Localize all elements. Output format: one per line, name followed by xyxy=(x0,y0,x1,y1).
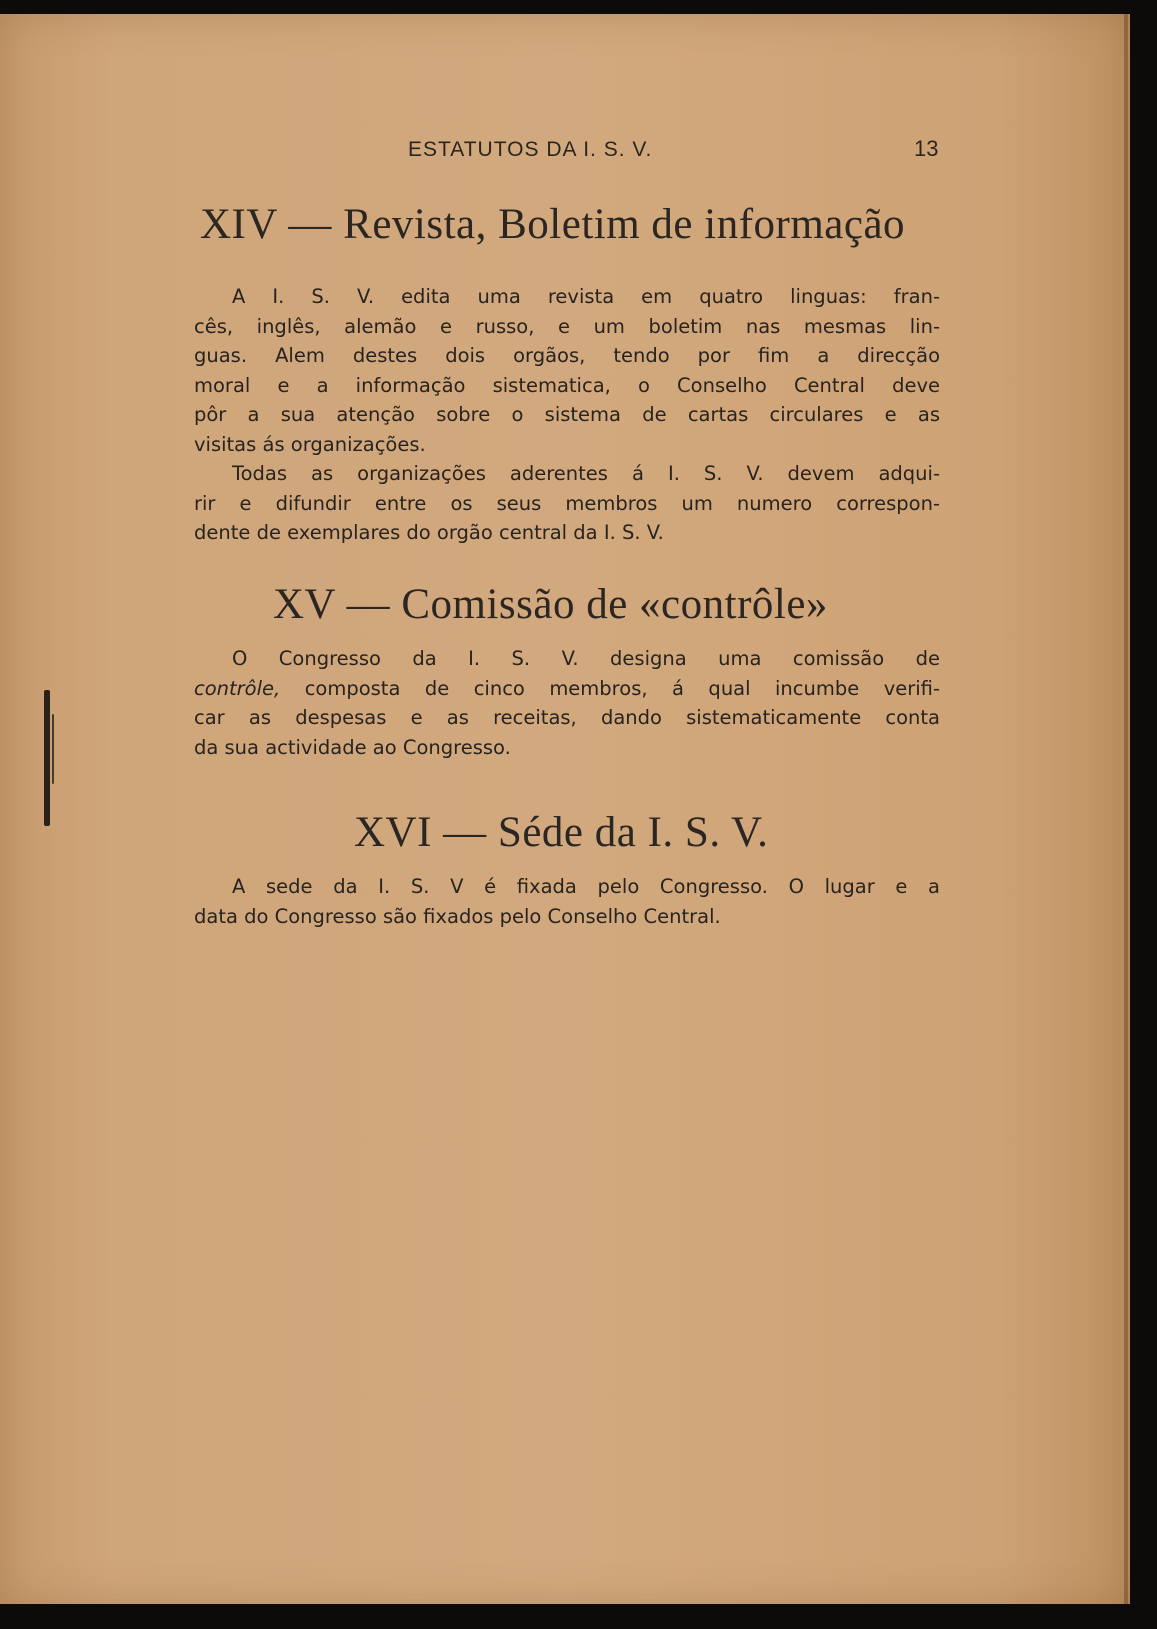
section-title-xv: XV — Comissão de «contrôle» xyxy=(273,581,828,628)
text-line: rir e difundir entre os seus membros um numero correspon- xyxy=(194,491,940,515)
italic-term: contrôle, xyxy=(194,676,281,700)
text-line: da sua actividade ao Congresso. xyxy=(194,735,511,759)
page-number: 13 xyxy=(914,136,939,161)
text-line-with-italic xyxy=(194,674,940,704)
text-line: A I. S. V. edita uma revista em quatro linguas: fran- xyxy=(232,285,940,308)
text-line: data do Congresso são fixados pelo Conselho Central. xyxy=(194,904,721,928)
section-title-xvi: XVI — Séde da I. S. V. xyxy=(354,809,769,856)
text-line: A sede da I. S. V é fixada pelo Congresso. O lugar e a xyxy=(232,875,940,898)
section-body-xvi xyxy=(194,872,940,931)
text-line: car as despesas e as receitas, dando sistematicamente conta xyxy=(194,706,940,729)
binding-thread-secondary xyxy=(52,714,54,784)
page-edge-shadow xyxy=(1124,14,1128,1604)
text-fragment: composta de cinco membros, á qual incumbe verifi- xyxy=(304,676,940,700)
section-body-xv xyxy=(194,644,940,762)
text-line: visitas ás organizações. xyxy=(194,432,426,456)
text-line: dente de exemplares do orgão central da I. S. V. xyxy=(194,521,664,544)
section-title-xiv: XIV — Revista, Boletim de informação xyxy=(200,201,906,248)
text-line: O Congresso da I. S. V. designa uma comissão de xyxy=(232,647,940,670)
text-line: moral e a informação sistematica, o Conselho Central deve xyxy=(194,373,940,397)
text-line: cês, inglês, alemão e russo, e um boletim nas mesmas lin- xyxy=(194,314,940,338)
section-body-xiv xyxy=(194,282,940,548)
running-head: ESTATUTOS DA I. S. V. xyxy=(408,138,653,161)
text-line: Todas as organizações aderentes á I. S. V. devem adqui- xyxy=(232,462,940,485)
text-line: guas. Alem destes dois orgãos, tendo por fim a direcção xyxy=(194,344,940,367)
binding-thread xyxy=(44,690,50,826)
text-line: pôr a sua atenção sobre o sistema de cartas circulares e as xyxy=(194,403,940,426)
